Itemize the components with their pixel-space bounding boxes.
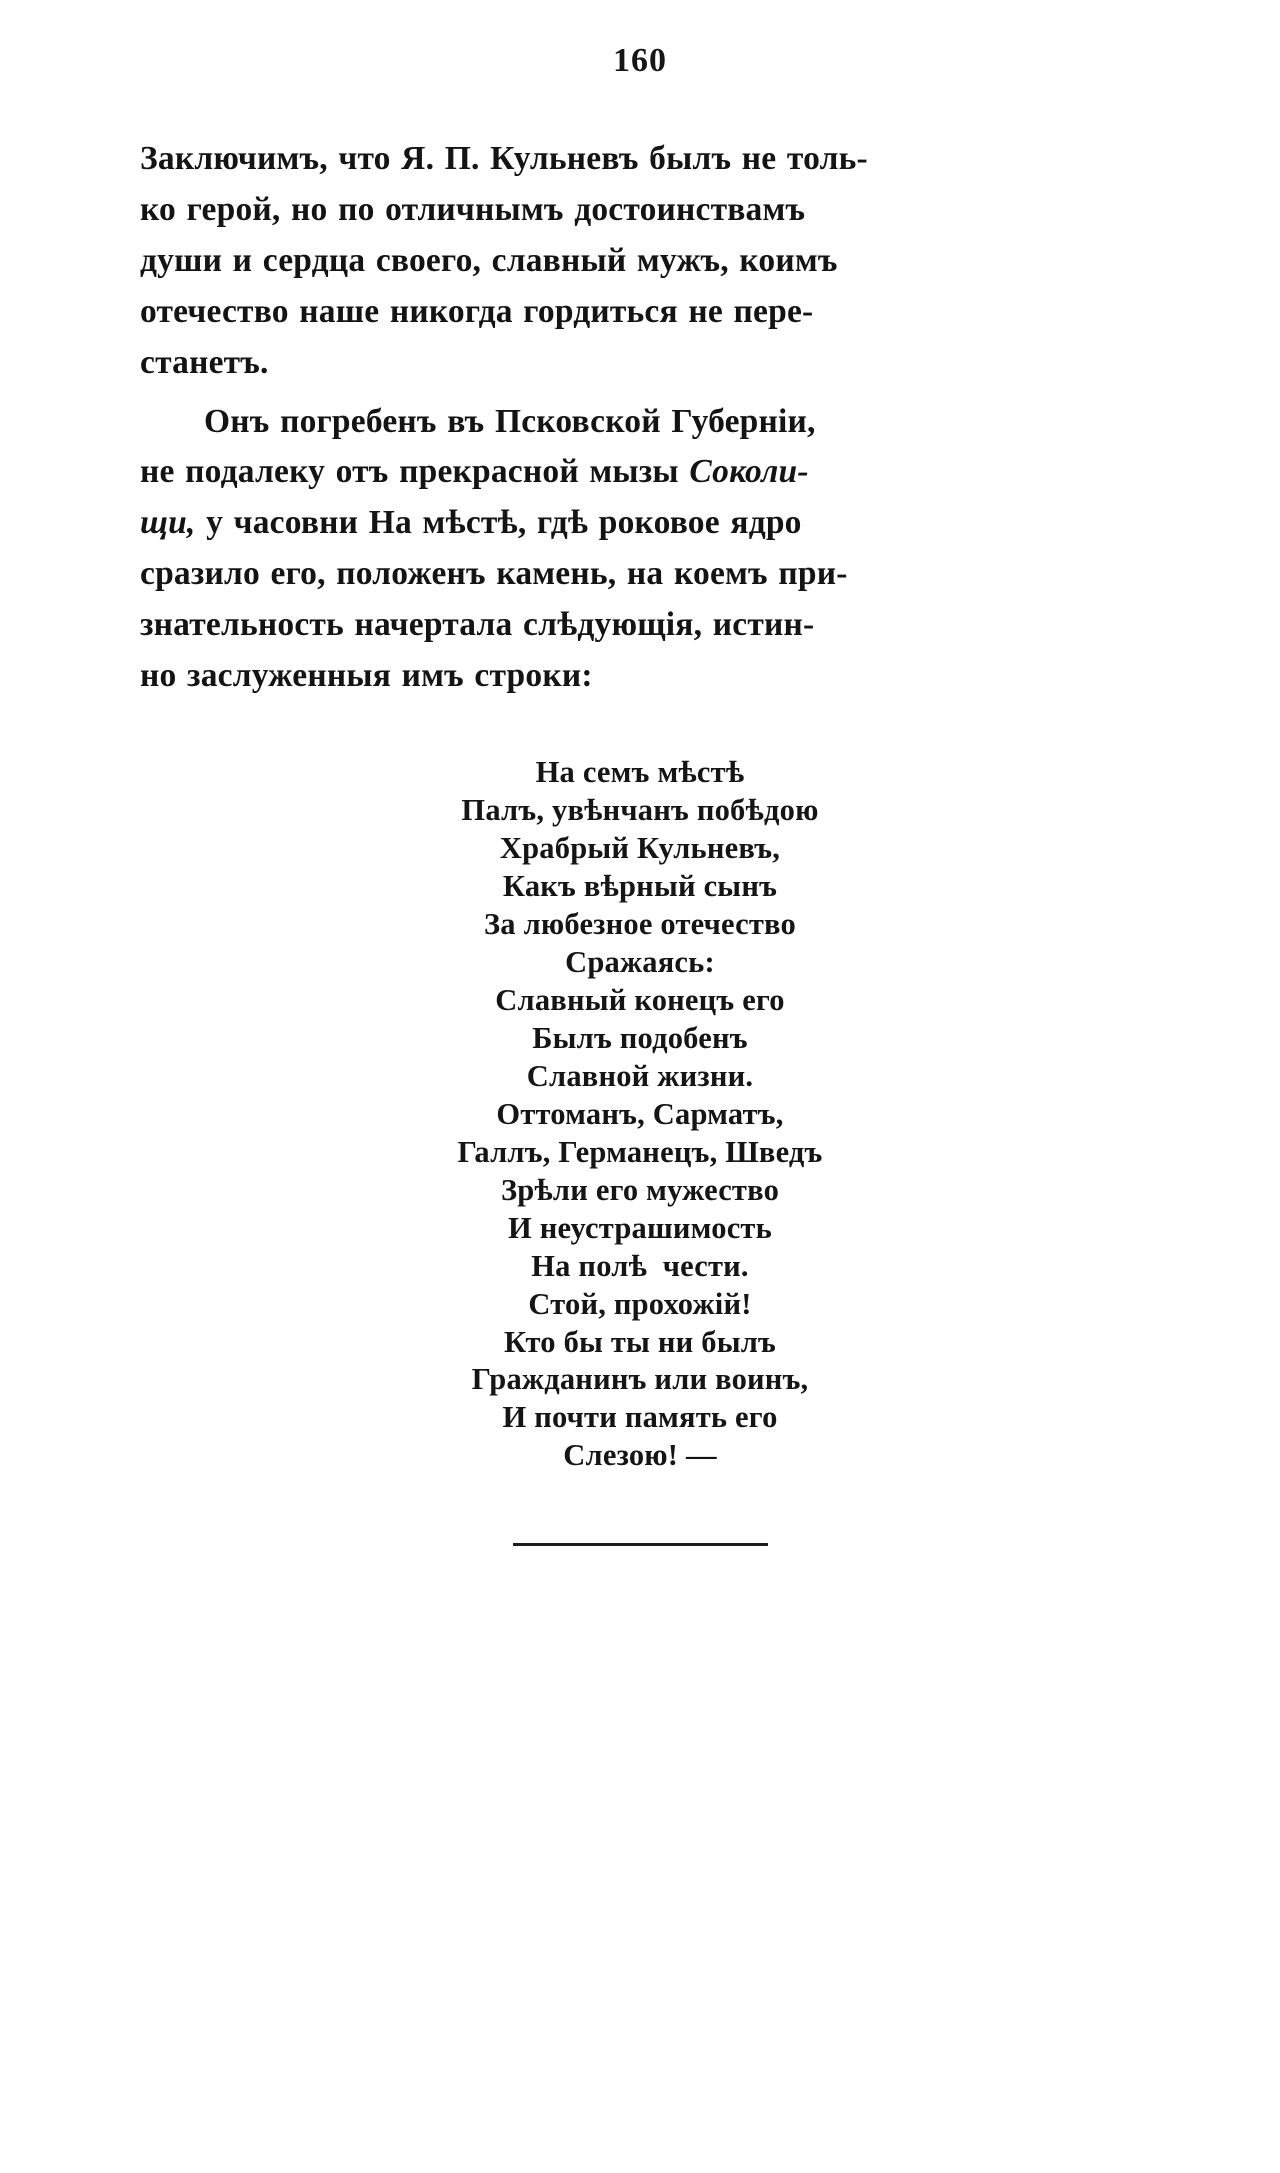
verse-line: Галлъ, Германецъ, Шведъ	[457, 1134, 823, 1169]
epitaph-verse	[140, 754, 1140, 1475]
horizontal-rule-icon	[513, 1543, 768, 1546]
italic-text: Соколи-	[689, 453, 809, 491]
italic-text: щи,	[140, 504, 196, 542]
verse-line: Былъ подобенъ	[532, 1020, 748, 1055]
verse-line: За любезное отечество	[484, 906, 796, 941]
paragraph-1-line-1: Заключимъ, что Я. П. Кульневъ былъ не толь-	[140, 140, 868, 177]
paragraph-2	[140, 397, 1140, 702]
verse-line: Какъ вѣрный сынъ	[502, 868, 778, 903]
verse-line: Слезою! —	[563, 1438, 717, 1473]
paragraph-1	[140, 134, 1140, 389]
paragraph-2-line-3: щи, у часовни На мѣстѣ, гдѣ роковое ядро	[140, 504, 802, 542]
paragraph-2-line-1: Онъ погребенъ въ Псковской Губерніи,	[204, 402, 816, 440]
paragraph-2-line-4: сразило его, положенъ камень, на коемъ при-	[140, 555, 848, 593]
page-number: 160	[613, 42, 667, 79]
paragraph-1-line-3: души и сердца своего, славный мужъ, коимъ	[140, 241, 838, 279]
verse-line: На семъ мѣстѣ	[535, 754, 745, 789]
verse-line: Сражаясь:	[565, 944, 715, 979]
paragraph-1-line-2: ко герой, но по отличнымъ достоинствамъ	[140, 190, 806, 228]
paragraph-1-line-5: станетъ.	[140, 343, 269, 381]
verse-line: Оттоманъ, Сарматъ,	[496, 1096, 784, 1131]
paragraph-2-line-2: не подалеку отъ прекрасной мызы Соколи-	[140, 453, 809, 491]
verse-line: Храбрый Кульневъ,	[499, 830, 781, 865]
verse-line: Кто бы ты ни былъ	[503, 1324, 777, 1359]
verse-line: Гражданинъ или воинъ,	[471, 1362, 809, 1397]
body-text	[140, 134, 1140, 702]
verse-line: Зрѣли его мужество	[500, 1172, 780, 1207]
verse-line: И почти память его	[502, 1400, 778, 1435]
paragraph-2-line-6: но заслуженныя имъ строки:	[140, 657, 593, 695]
verse-line: И неустрашимость	[508, 1210, 772, 1245]
verse-line: Стой, прохожій!	[528, 1286, 752, 1321]
paragraph-2-line-5: знательность начертала слѣдующія, истин-	[140, 606, 815, 644]
verse-line: Славный конецъ его	[495, 982, 785, 1017]
verse-line: Славной жизни.	[526, 1058, 754, 1093]
verse-line: Палъ, увѣнчанъ побѣдою	[461, 792, 819, 827]
document-page	[0, 42, 1280, 2173]
paragraph-1-line-4: отечество наше никогда гордиться не пере-	[140, 292, 814, 330]
section-divider	[0, 1533, 1280, 1551]
verse-line: На полѣ чести.	[531, 1248, 749, 1283]
